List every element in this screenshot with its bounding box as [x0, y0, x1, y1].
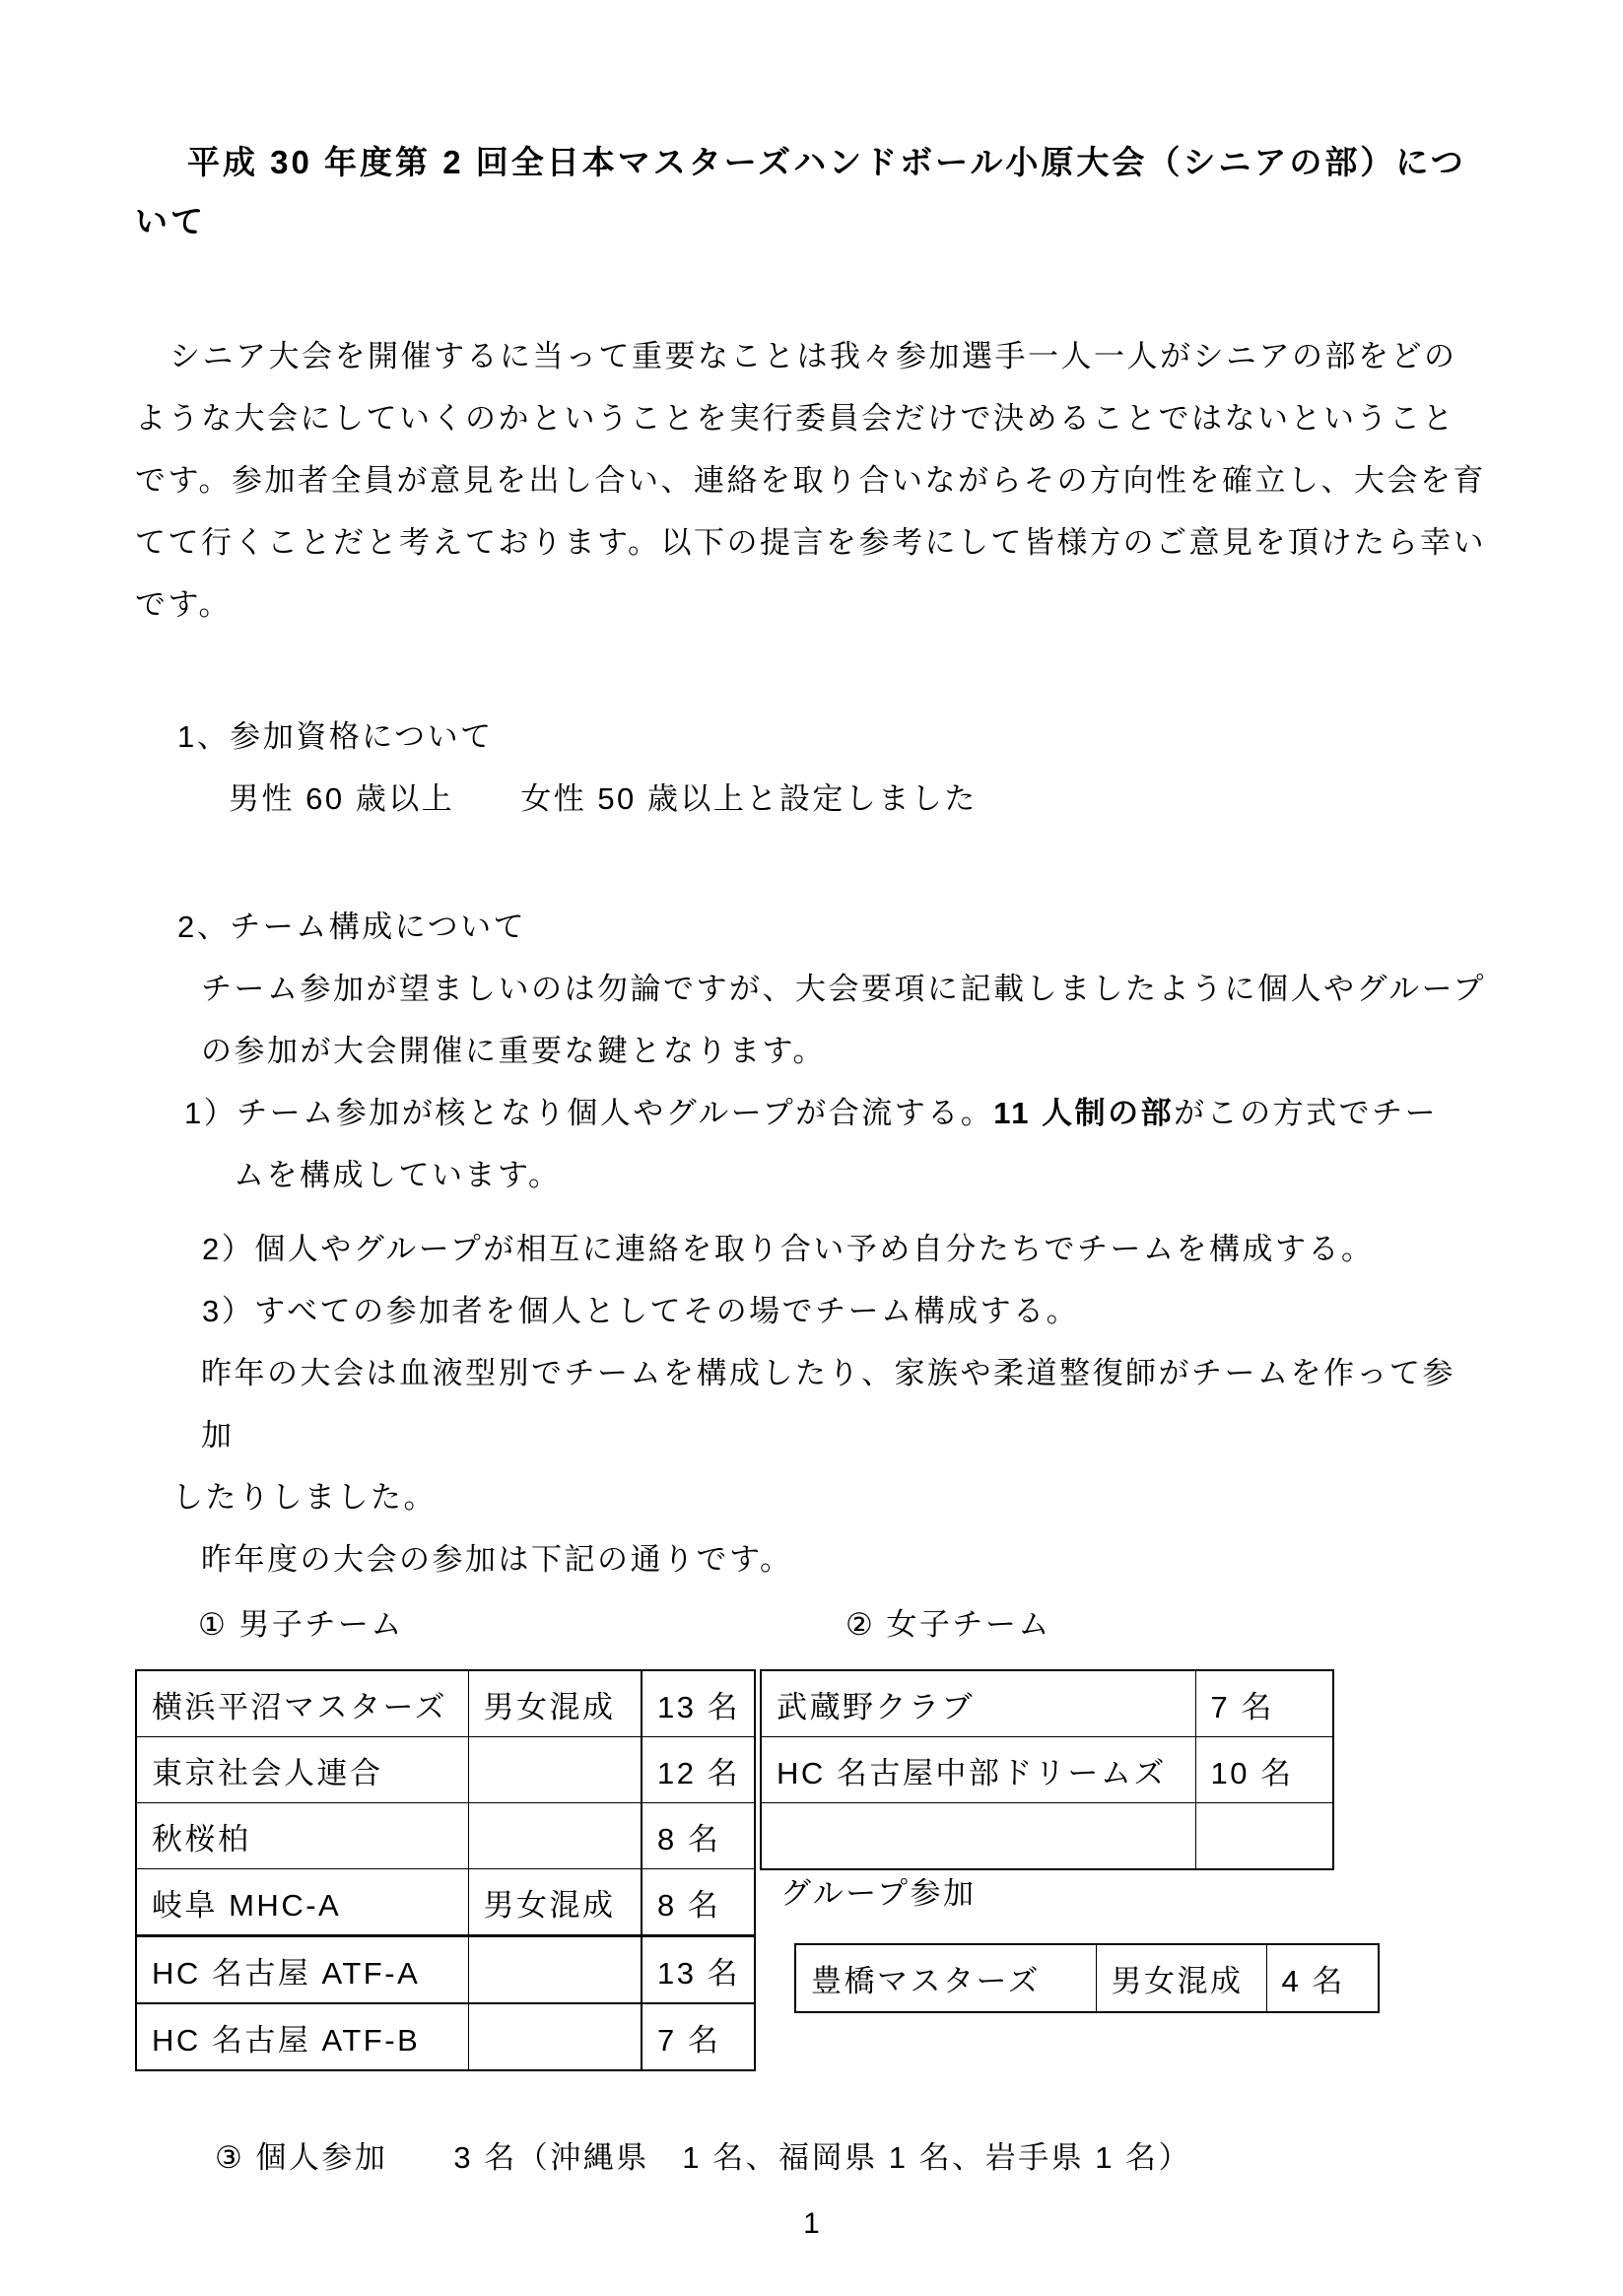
table-labels-row — [135, 1595, 1488, 1654]
team-name-cell: 秋桜柏 — [136, 1803, 468, 1869]
team-count-cell: 13 名 — [642, 1670, 755, 1737]
group-participation-label: グループ参加 — [780, 1876, 977, 1911]
item1-bold-text: 11 人制の部 — [993, 1096, 1175, 1130]
team-count-cell: 13 名 — [642, 1936, 755, 2004]
section2-item-1 — [184, 1082, 1488, 1144]
paragraph-line: です。参加者全員が意見を出し合い、連絡を取り合いながらその方向性を確立し、大会を育 — [135, 463, 1487, 498]
table-row — [136, 1670, 755, 1737]
team-type-cell — [468, 2003, 642, 2070]
women-teams-table — [760, 1669, 1334, 1870]
section2-note-line: したりしました。 — [172, 1480, 437, 1515]
team-count-cell: 7 名 — [642, 2003, 755, 2070]
team-type-cell: 男女混成 — [1096, 1944, 1266, 2012]
team-count-cell — [1195, 1803, 1333, 1870]
table-row — [136, 1869, 755, 1936]
team-name-cell: 岐阜 MHC-A — [136, 1869, 468, 1936]
paragraph-line: てて行くことだと考えております。以下の提言を参考にして皆様方のご意見を頂けたら幸い — [135, 525, 1487, 560]
table-row — [761, 1737, 1333, 1803]
team-count-cell: 12 名 — [642, 1737, 755, 1803]
paragraph-line: ような大会にしていくのかということを実行委員会だけで決めることではないということ — [135, 401, 1455, 436]
team-name-cell: HC 名古屋中部ドリームズ — [761, 1737, 1195, 1803]
team-count-cell: 10 名 — [1195, 1737, 1333, 1803]
men-table-label: ① 男子チーム — [198, 1607, 404, 1642]
title-line-1: 平成 30 年度第 2 回全日本マスターズハンドボール小原大会（シニアの部）につ — [187, 144, 1466, 180]
group-participation-table — [794, 1943, 1380, 2013]
table-row — [136, 1803, 755, 1869]
intro-paragraph — [135, 325, 1488, 636]
title-line-2: いて — [135, 203, 206, 239]
team-name-cell — [761, 1803, 1195, 1870]
item1-text: 1）チーム参加が核となり個人やグループが合流する。 — [184, 1096, 994, 1130]
section2-closing: 昨年度の大会の参加は下記の通りです。 — [201, 1542, 793, 1577]
team-name-cell: 横浜平沼マスターズ — [136, 1670, 468, 1737]
section1-body: 男性 60 歳以上 女性 50 歳以上と設定しました — [229, 781, 978, 816]
document-title — [135, 133, 1488, 251]
team-name-cell: 東京社会人連合 — [136, 1737, 468, 1803]
page-number: 1 — [803, 2207, 820, 2240]
paragraph-line: シニア大会を開催するに当って重要なことは我々参加選手一人一人がシニアの部をどの — [169, 339, 1457, 373]
section2-item-2: 2）個人やグループが相互に連絡を取り合い予め自分たちでチームを構成する。 — [202, 1232, 1375, 1266]
team-name-cell: 豊橋マスターズ — [795, 1944, 1096, 2012]
team-type-cell — [468, 1803, 642, 1869]
table-row — [761, 1803, 1333, 1870]
section2-heading: 2、チーム構成について — [177, 910, 527, 944]
team-count-cell: 4 名 — [1266, 1944, 1379, 2012]
team-name-cell: HC 名古屋 ATF-B — [136, 2003, 468, 2070]
team-type-cell — [468, 1936, 642, 2004]
team-name-cell: 武蔵野クラブ — [761, 1670, 1195, 1737]
team-type-cell: 男女混成 — [468, 1869, 642, 1936]
table-row — [795, 1944, 1379, 2012]
section2-intro-line: の参加が大会開催に重要な鍵となります。 — [201, 1034, 827, 1068]
women-table-label: ② 女子チーム — [845, 1607, 1051, 1642]
paragraph-line: です。 — [135, 587, 233, 622]
team-count-cell: 7 名 — [1195, 1670, 1333, 1737]
section2-intro-line: チーム参加が望ましいのは勿論ですが、大会要項に記載しましたように個人やグループ — [201, 972, 1487, 1006]
team-type-cell: 男女混成 — [468, 1670, 642, 1737]
item1-text: がこの方式でチー — [1174, 1096, 1439, 1130]
team-type-cell — [468, 1737, 642, 1803]
team-count-cell: 8 名 — [642, 1803, 755, 1869]
table-row — [761, 1670, 1333, 1737]
team-name-cell: HC 名古屋 ATF-A — [136, 1936, 468, 2004]
team-count-cell: 8 名 — [642, 1869, 755, 1936]
individual-participation-line: ③ 個人参加 3 名（沖縄県 1 名、福岡県 1 名、岩手県 1 名） — [215, 2140, 1192, 2175]
section2-item-3: 3）すべての参加者を個人としてその場でチーム構成する。 — [202, 1294, 1080, 1328]
tables-area — [135, 1669, 1488, 2067]
section2-item-1-continuation: ムを構成しています。 — [234, 1158, 562, 1192]
table-row — [136, 1936, 755, 2004]
section1-heading: 1、参加資格について — [177, 719, 494, 754]
table-row — [136, 2003, 755, 2070]
table-row — [136, 1737, 755, 1803]
men-teams-table — [135, 1669, 756, 2071]
section2-note-line: 昨年の大会は血液型別でチームを構成したり、家族や柔道整復師がチームを作って参加 — [201, 1356, 1455, 1452]
